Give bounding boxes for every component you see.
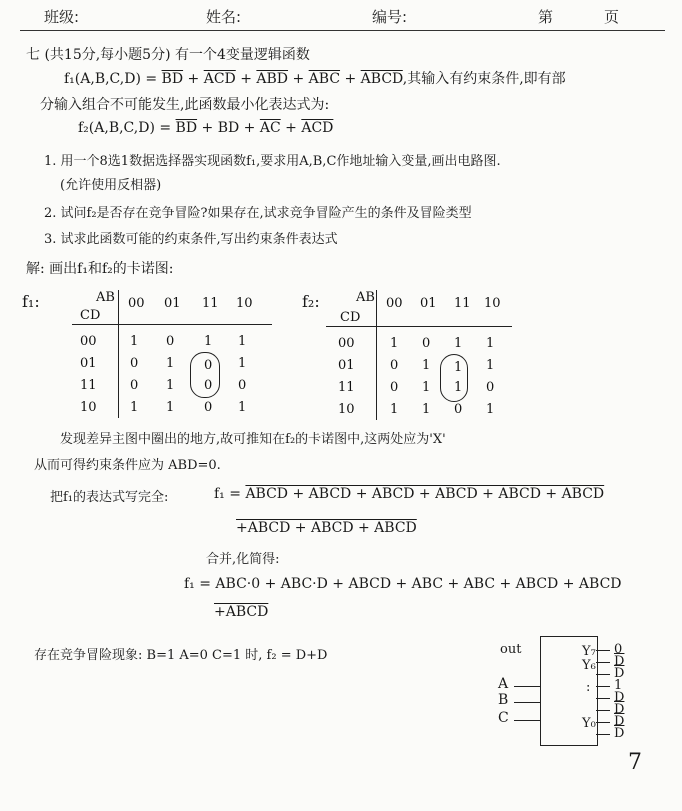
f1-tail: ,其输入有约束条件,即有部: [402, 71, 566, 87]
mux-pin-wire: [596, 674, 610, 675]
kmap-f1-cd-label: CD: [80, 308, 101, 323]
header-rule: [20, 30, 665, 31]
f1-term-3: $\overline{ABD}$: [256, 71, 289, 87]
f1-term-4: $\overline{ABC}$: [308, 71, 341, 87]
f1-simplified-line2: +ABCD: [214, 604, 269, 620]
f1-term-2: $\overline{ACD}$: [203, 71, 236, 87]
mux-y0-label: Y₀: [582, 716, 596, 731]
kmap-f2-cell: 1: [422, 380, 431, 395]
mux-pin-value: $\overline{D}$: [614, 714, 625, 729]
kmap-f1-cell: 1: [204, 334, 213, 349]
kmap-f2-row-0: 00: [338, 336, 355, 351]
kmap-f2-cd-label: CD: [340, 310, 361, 325]
f2-term-3: $\overline{AC}$: [259, 120, 281, 136]
page-number: 7: [628, 750, 642, 775]
kmap-f2-ab-label: AB: [356, 290, 375, 305]
kmap-f1-ab-label: AB: [96, 290, 115, 305]
mux-pin-value: $\overline{D}$: [614, 654, 625, 669]
mux-input-b: B: [498, 692, 509, 708]
problem-title: 七 (共15分,每小题5分) 有一个4变量逻辑函数: [26, 47, 310, 63]
f1-expr-label: f₁(A,B,C,D) =: [64, 71, 162, 87]
kmap-f1-cell: 1: [166, 356, 175, 371]
mux-pin-value: 1: [614, 678, 623, 693]
question-1-note: (允许使用反相器): [60, 178, 162, 193]
kmap-f2-col-3: 10: [484, 296, 501, 311]
mux-pin-value: $\overline{D}$: [614, 726, 625, 741]
kmap-f2-cell: 1: [390, 402, 399, 417]
kmap-f1-col-0: 00: [128, 296, 145, 311]
mux-input-a-wire: [514, 686, 540, 687]
kmap-f1-cell: 0: [130, 378, 139, 393]
hazard-statement: 存在竞争冒险现象: B=1 A=0 C=1 时, f₂ = D+D: [34, 648, 328, 663]
mux-pin-value: D: [614, 690, 625, 705]
kmap-f2-row-2: 11: [338, 380, 355, 395]
solution-intro: 解: 画出f₁和f₂的卡诺图:: [26, 261, 174, 277]
kmap-f2-label: f₂:: [302, 292, 320, 311]
mux-pin-wire: [596, 722, 610, 723]
kmap-f2-vertical-rule: [376, 290, 377, 420]
complete-label: 把f₁的表达式写完全:: [50, 490, 169, 505]
kmap-f2-row-3: 10: [338, 402, 355, 417]
f1-full-expression-line1: [214, 486, 604, 502]
name-label: 姓名:: [206, 8, 242, 26]
kmap-f1-cell: 0: [130, 356, 139, 371]
mux-pin-wire: [596, 698, 610, 699]
kmap-f2-cell: 0: [486, 380, 495, 395]
page-suffix: 页: [604, 8, 620, 26]
question-2: 2. 试问f₂是否存在竞争冒险?如果存在,试求竞争冒险产生的条件及冒险类型: [44, 206, 472, 221]
kmap-f1-cell: 1: [166, 400, 175, 415]
question-3: 3. 试求此函数可能的约束条件,写出约束条件表达式: [44, 232, 338, 247]
f2-label: f₂(A,B,C,D) =: [78, 120, 176, 136]
mux-input-b-wire: [514, 702, 540, 703]
mux-input-c-wire: [514, 720, 540, 721]
mux-dots: :: [586, 680, 591, 695]
kmap-f1-cell: 0: [166, 334, 175, 349]
mux-pin-value: $\overline{D}$: [614, 702, 625, 717]
kmap-f1-row-1: 01: [80, 356, 97, 371]
kmap-f2-cell: 1: [486, 402, 495, 417]
kmap-f2-cell: 0: [390, 380, 399, 395]
kmap-f1-cell: 0: [204, 400, 213, 415]
f1-definition: $f_1(A,B,C,D) = \overline{BD} + \overline{ACD} + \overline{ABD} + \overline{ABC}$ + ABCD,其输入有约束条件,即有部: [64, 71, 566, 87]
kmap-f2-cell: 0: [454, 402, 463, 417]
kmap-f2-col-0: 00: [386, 296, 403, 311]
kmap-f1-cell: 0: [204, 358, 213, 373]
mux-pin-wire: [596, 686, 610, 687]
f1-full-prefix: f₁ =: [214, 486, 246, 502]
kmap-f1-label: f₁:: [22, 292, 40, 311]
kmap-f2-row-1: 01: [338, 358, 355, 373]
observation-1: 发现差异主图中圈出的地方,故可推知在f₂的卡诺图中,这两处应为'X': [60, 432, 446, 447]
kmap-f1-row-0: 00: [80, 334, 97, 349]
kmap-f2-cell: 1: [422, 402, 431, 417]
kmap-f1-col-1: 01: [164, 296, 181, 311]
kmap-f2-cell: 1: [486, 358, 495, 373]
f2-term-4: $\overline{ACD}$: [301, 120, 334, 136]
problem-line3: 分输入组合不可能发生,此函数最小化表达式为:: [40, 97, 330, 113]
mux-out-label: out: [500, 642, 522, 657]
question-1: 1. 用一个8选1数据选择器实现函数f₁,要求用A,B,C作地址输入变量,画出电路图.: [44, 154, 501, 169]
kmap-f1-horizontal-rule: [72, 324, 272, 325]
f2-term-1: $\overline{BD}$: [175, 120, 198, 136]
mux-y7-label: Y₇: [582, 644, 596, 659]
kmap-f2-cell: 1: [454, 380, 463, 395]
kmap-f1-cell: 0: [204, 378, 213, 393]
kmap-f2-horizontal-rule: [326, 326, 512, 327]
kmap-f1-row-3: 10: [80, 400, 97, 415]
kmap-f2-cell: 1: [454, 360, 463, 375]
kmap-f1-cell: 1: [130, 400, 139, 415]
kmap-f2-highlight-circle: [440, 354, 468, 402]
kmap-f1-col-3: 10: [236, 296, 253, 311]
mux-pin-wire: [596, 734, 610, 735]
kmap-f1-cell: 1: [238, 400, 247, 415]
mux-input-c: C: [498, 710, 509, 726]
f1-full-expression-line2: +ABCD + ABCD + ABCD: [236, 520, 417, 536]
mux-input-a: A: [498, 676, 509, 692]
kmap-f2-col-2: 11: [454, 296, 471, 311]
kmap-f1-cell: 1: [238, 334, 247, 349]
f1-term-5: ABCD: [360, 71, 403, 87]
kmap-f1-row-2: 11: [80, 378, 97, 393]
kmap-f2-cell: 0: [422, 336, 431, 351]
kmap-f2-col-1: 01: [420, 296, 437, 311]
f1-full-terms-1: ABCD + ABCD + ABCD + ABCD + ABCD + ABCD: [245, 486, 605, 502]
kmap-f1-cell: 1: [130, 334, 139, 349]
kmap-f1-col-2: 11: [202, 296, 219, 311]
kmap-f2-cell: 1: [390, 336, 399, 351]
kmap-f1-highlight-circle: [190, 352, 220, 398]
mux-pin-value: $\overline{D}$: [614, 666, 625, 681]
kmap-f2-cell: 1: [422, 358, 431, 373]
f2-term-2: BD: [217, 120, 240, 136]
page-prefix: 第: [538, 8, 554, 26]
f1-simplified-line1: f₁ = ABC·0 + ABC·D + ABCD + ABC + ABC + ABCD + ABCD: [184, 576, 622, 592]
f2-definition: $f_2(A,B,C,D) = \overline{BD}$ + BD + $\overline{AC} + \overline{ACD}$: [78, 120, 334, 136]
kmap-f1-cell: 1: [166, 378, 175, 393]
kmap-f1-vertical-rule: [118, 290, 119, 418]
mux-pin-wire: [596, 662, 610, 663]
number-label: 编号:: [372, 8, 408, 26]
kmap-f2-cell: 1: [454, 336, 463, 351]
mux-pin-wire: [596, 710, 610, 711]
class-label: 班级:: [44, 8, 80, 26]
mux-pin-wire: [596, 650, 610, 651]
observation-2: 从而可得约束条件应为 ABD=0.: [34, 458, 221, 473]
kmap-f2-cell: 0: [390, 358, 399, 373]
kmap-f1-cell: 1: [238, 356, 247, 371]
mux-pin-value: 0: [614, 642, 623, 657]
f1-term-1: $\overline{BD}$: [161, 71, 184, 87]
combine-label: 合并,化简得:: [206, 552, 280, 567]
kmap-f1-cell: 0: [238, 378, 247, 393]
mux-y6-label: Y₆: [582, 658, 596, 673]
kmap-f2-cell: 1: [486, 336, 495, 351]
